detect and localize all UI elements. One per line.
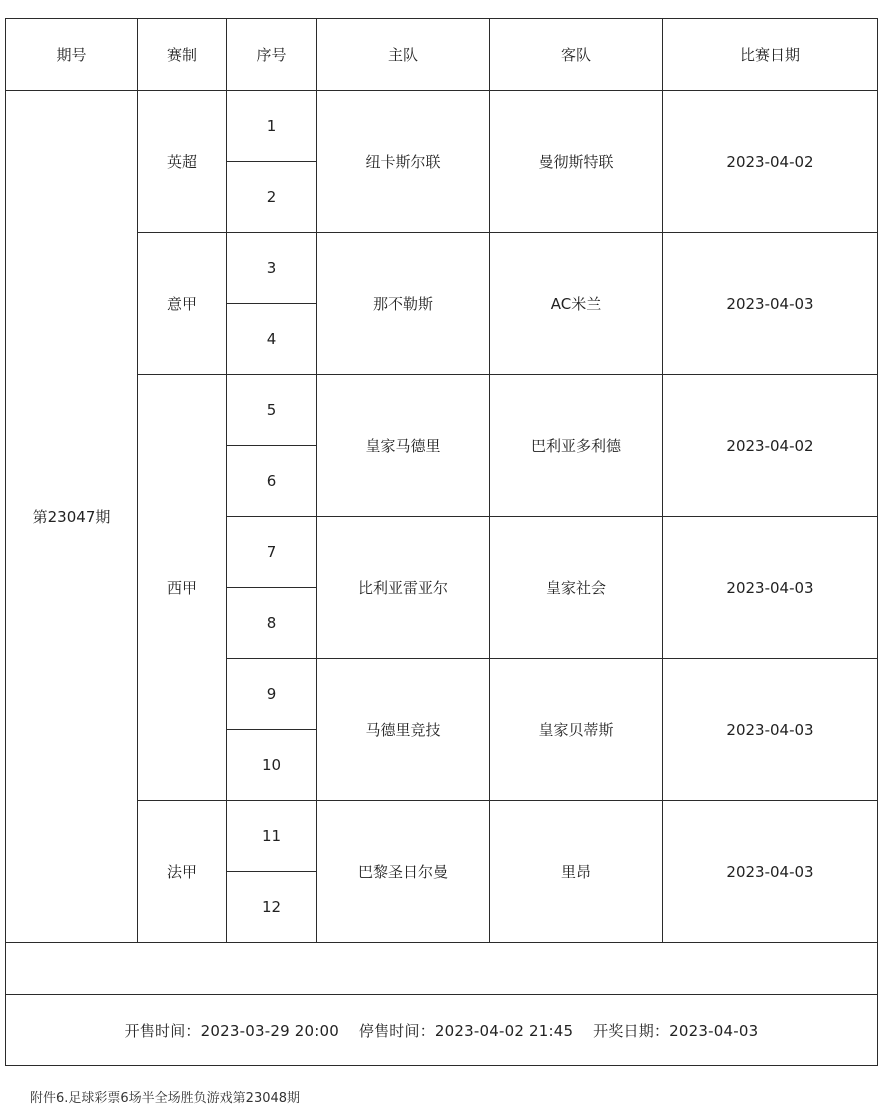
seq-cell: 4 — [227, 304, 317, 375]
sale-info-row — [6, 995, 878, 1066]
attachment-caption: 附件6.足球彩票6场半全场胜负游戏第23048期 — [30, 1091, 301, 1106]
seq-cell: 6 — [227, 446, 317, 517]
match-date-cell: 2023-04-02 — [663, 375, 878, 517]
away-team-cell: AC米兰 — [490, 233, 663, 375]
match-date-cell: 2023-04-03 — [663, 659, 878, 801]
match-date-cell: 2023-04-02 — [663, 91, 878, 233]
match-schedule-table — [5, 18, 878, 1066]
blank-row — [6, 943, 878, 995]
header-period: 期号 — [6, 19, 138, 91]
home-team-cell: 马德里竞技 — [317, 659, 490, 801]
league-cell: 西甲 — [138, 375, 227, 801]
seq-cell: 1 — [227, 91, 317, 162]
home-team-cell: 那不勒斯 — [317, 233, 490, 375]
period-cell: 第23047期 — [6, 91, 138, 943]
header-home: 主队 — [317, 19, 490, 91]
close-label: 停售时间： — [358, 1021, 435, 1040]
match-date-cell: 2023-04-03 — [663, 233, 878, 375]
seq-cell: 3 — [227, 233, 317, 304]
league-cell: 意甲 — [138, 233, 227, 375]
header-seq: 序号 — [227, 19, 317, 91]
seq-cell: 5 — [227, 375, 317, 446]
match-date-cell: 2023-04-03 — [663, 517, 878, 659]
away-team-cell: 皇家贝蒂斯 — [490, 659, 663, 801]
table-row — [6, 91, 878, 162]
close-time: 2023-04-02 21:45 — [434, 1021, 574, 1040]
league-cell: 法甲 — [138, 801, 227, 943]
home-team-cell: 巴黎圣日尔曼 — [317, 801, 490, 943]
seq-cell: 12 — [227, 872, 317, 943]
away-team-cell: 里昂 — [490, 801, 663, 943]
home-team-cell: 皇家马德里 — [317, 375, 490, 517]
seq-cell: 10 — [227, 730, 317, 801]
match-date-cell: 2023-04-03 — [663, 801, 878, 943]
header-date: 比赛日期 — [663, 19, 878, 91]
open-label: 开售时间： — [124, 1021, 201, 1040]
league-cell: 英超 — [138, 91, 227, 233]
blank-cell — [6, 943, 878, 995]
seq-cell: 11 — [227, 801, 317, 872]
header-away: 客队 — [490, 19, 663, 91]
away-team-cell: 巴利亚多利德 — [490, 375, 663, 517]
header-row — [6, 19, 878, 91]
header-league: 赛制 — [138, 19, 227, 91]
sale-info-cell — [6, 995, 878, 1066]
away-team-cell: 曼彻斯特联 — [490, 91, 663, 233]
seq-cell: 7 — [227, 517, 317, 588]
draw-date: 2023-04-03 — [669, 1021, 759, 1040]
draw-label: 开奖日期： — [593, 1021, 670, 1040]
home-team-cell: 纽卡斯尔联 — [317, 91, 490, 233]
open-time: 2023-03-29 20:00 — [200, 1021, 340, 1040]
home-team-cell: 比利亚雷亚尔 — [317, 517, 490, 659]
away-team-cell: 皇家社会 — [490, 517, 663, 659]
seq-cell: 9 — [227, 659, 317, 730]
seq-cell: 2 — [227, 162, 317, 233]
seq-cell: 8 — [227, 588, 317, 659]
